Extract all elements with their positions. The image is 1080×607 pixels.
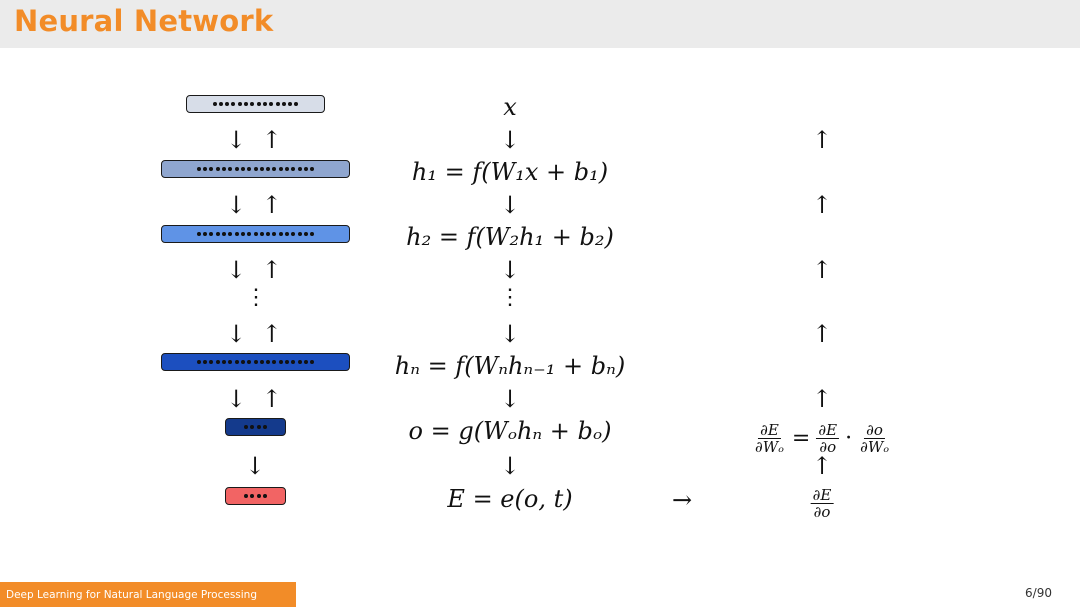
neuron-dot — [276, 102, 280, 106]
neuron-dot — [266, 167, 270, 171]
neuron-dot — [291, 167, 295, 171]
neuron-dot — [247, 232, 251, 236]
layer-hidden-1 — [161, 160, 350, 178]
arrow-down: ↓ — [499, 320, 521, 348]
neuron-dot — [213, 102, 217, 106]
arrow-up: ↑ — [811, 452, 833, 480]
arrow-down: ↓ — [499, 191, 521, 219]
neuron-dot — [298, 167, 302, 171]
neuron-dot — [263, 425, 267, 429]
neuron-dot — [250, 425, 254, 429]
neuron-dot — [238, 102, 242, 106]
neuron-dot — [216, 360, 220, 364]
vertical-ellipsis: ⋮ — [499, 285, 521, 310]
arrow-down-up: ↓ ↑ — [226, 320, 286, 348]
eq-h2: h₂ = f(W₂h₁ + b₂) — [406, 223, 614, 251]
neuron-dot — [260, 167, 264, 171]
arrow-down: ↓ — [499, 256, 521, 284]
neuron-dot — [216, 167, 220, 171]
layer-output — [225, 418, 286, 436]
neuron-dot — [241, 167, 245, 171]
arrow-down-up: ↓ ↑ — [226, 256, 286, 284]
page-number: 6/90 — [1025, 586, 1052, 600]
arrow-up: ↑ — [811, 191, 833, 219]
neuron-dot — [228, 167, 232, 171]
neuron-dot — [272, 167, 276, 171]
arrow-up: ↑ — [811, 385, 833, 413]
eq-input: x — [503, 93, 517, 121]
neuron-dot — [304, 167, 308, 171]
neuron-dot — [247, 167, 251, 171]
neuron-dot — [285, 167, 289, 171]
gradient-weights-output — [753, 422, 891, 455]
neuron-dot — [228, 232, 232, 236]
neuron-dot — [241, 360, 245, 364]
layer-hidden-n — [161, 353, 350, 371]
neuron-dot — [235, 232, 239, 236]
neuron-dot — [209, 167, 213, 171]
arrow-down-up: ↓ ↑ — [226, 191, 286, 219]
neuron-dot — [225, 102, 229, 106]
neuron-dot — [244, 494, 248, 498]
eq-output: o = g(Wₒhₙ + bₒ) — [408, 417, 612, 445]
fraction-dE-dWo: $\frac{\partial E}{\text{∂Wₒ}}$ — [754, 421, 784, 456]
neuron-dot — [231, 102, 235, 106]
equals-sign: = — [791, 426, 811, 451]
layer-error — [225, 487, 286, 505]
neuron-dot — [235, 360, 239, 364]
neuron-dot — [260, 360, 264, 364]
neuron-dot — [288, 102, 292, 106]
arrow-down-up: ↓ ↑ — [226, 385, 286, 413]
fraction-dE-do: $\frac{\partial E}{\partial o}$ — [812, 486, 832, 521]
neuron-dot — [203, 167, 207, 171]
gradient-error-output — [811, 487, 834, 520]
eq-h1: h₁ = f(W₁x + b₁) — [411, 158, 609, 186]
arrow-up: ↑ — [811, 320, 833, 348]
fraction-dE-do: $\frac{\partial E}{\partial o}$ — [818, 421, 838, 456]
neuron-dot — [272, 232, 276, 236]
neuron-dot — [203, 232, 207, 236]
neuron-dot — [244, 102, 248, 106]
neuron-dot — [310, 232, 314, 236]
arrow-down: ↓ — [499, 126, 521, 154]
neuron-dot — [203, 360, 207, 364]
arrow-up: ↑ — [811, 256, 833, 284]
arrow-up: ↑ — [811, 126, 833, 154]
vertical-ellipsis: ⋮ — [245, 285, 267, 310]
neuron-dot — [219, 102, 223, 106]
neuron-dot — [250, 494, 254, 498]
neuron-dot — [266, 360, 270, 364]
neuron-dot — [279, 232, 283, 236]
neuron-dot — [298, 360, 302, 364]
neuron-dot — [260, 232, 264, 236]
arrow-right: → — [671, 486, 693, 514]
neuron-dot — [257, 494, 261, 498]
neuron-dot — [294, 102, 298, 106]
neuron-dot — [235, 167, 239, 171]
neuron-dot — [216, 232, 220, 236]
neuron-dot — [285, 360, 289, 364]
neuron-dot — [254, 232, 258, 236]
eq-hn: hₙ = f(Wₙhₙ₋₁ + bₙ) — [394, 352, 626, 380]
neuron-dot — [222, 232, 226, 236]
arrow-down: ↓ — [499, 452, 521, 480]
neuron-dot — [241, 232, 245, 236]
neuron-dot — [291, 360, 295, 364]
neuron-dot — [285, 232, 289, 236]
neuron-dot — [298, 232, 302, 236]
neuron-dot — [310, 167, 314, 171]
neuron-dot — [266, 232, 270, 236]
neuron-dot — [282, 102, 286, 106]
layer-input — [186, 95, 325, 113]
neuron-dot — [197, 232, 201, 236]
slide-header — [0, 0, 1080, 48]
neuron-dot — [254, 360, 258, 364]
neuron-dot — [279, 360, 283, 364]
neuron-dot — [269, 102, 273, 106]
neuron-dot — [304, 360, 308, 364]
neuron-dot — [310, 360, 314, 364]
neuron-dot — [304, 232, 308, 236]
dot-operator: · — [845, 426, 853, 451]
eq-error: E = e(o, t) — [447, 485, 573, 513]
arrow-down: ↓ — [499, 385, 521, 413]
neuron-dot — [257, 425, 261, 429]
neuron-dot — [197, 167, 201, 171]
footer-course-title: Deep Learning for Natural Language Processing — [0, 582, 296, 607]
neuron-dot — [244, 425, 248, 429]
neuron-dot — [228, 360, 232, 364]
arrow-down-up: ↓ ↑ — [226, 126, 286, 154]
fraction-do-dWo: $\frac{\partial o}{\text{∂Wₒ}}$ — [860, 421, 890, 456]
neuron-dot — [222, 167, 226, 171]
arrow-down: ↓ — [244, 452, 266, 480]
neuron-dot — [291, 232, 295, 236]
slide-title: Neural Network — [14, 4, 274, 38]
neuron-dot — [209, 360, 213, 364]
neuron-dot — [263, 102, 267, 106]
neuron-dot — [250, 102, 254, 106]
neuron-dot — [254, 167, 258, 171]
neuron-dot — [257, 102, 261, 106]
neuron-dot — [247, 360, 251, 364]
neuron-dot — [279, 167, 283, 171]
neuron-dot — [272, 360, 276, 364]
neuron-dot — [197, 360, 201, 364]
neuron-dot — [209, 232, 213, 236]
layer-hidden-2 — [161, 225, 350, 243]
neuron-dot — [263, 494, 267, 498]
neuron-dot — [222, 360, 226, 364]
